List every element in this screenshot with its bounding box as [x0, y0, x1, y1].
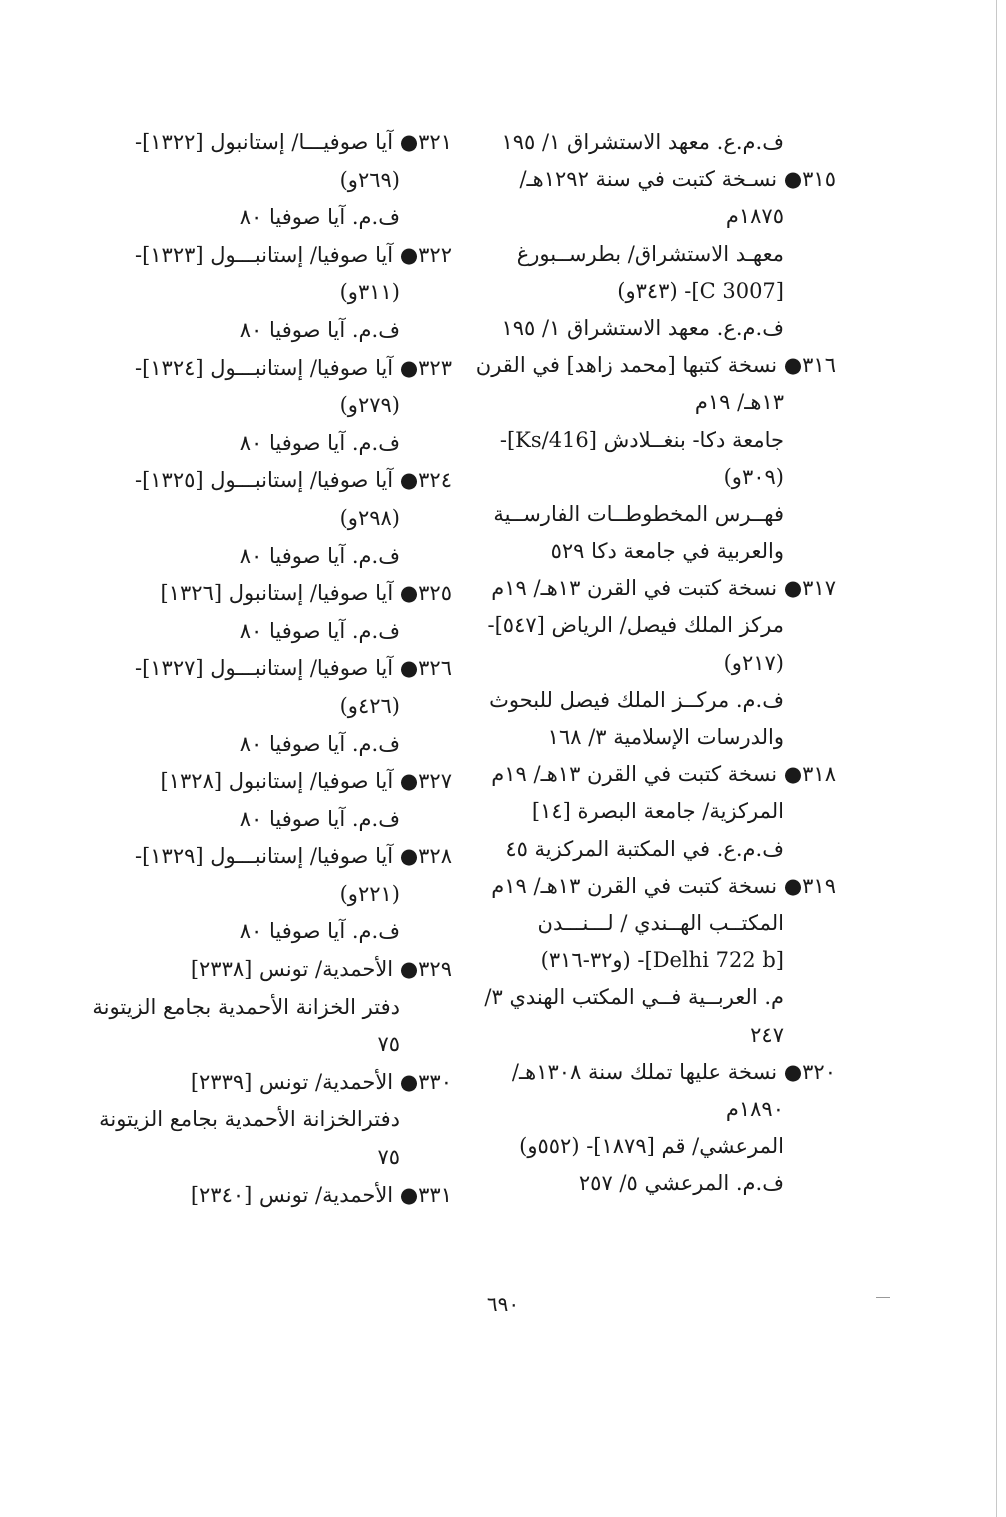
entry-detail-line: ١٨٩٠م: [725, 1096, 784, 1121]
entry-detail-line: المركزية/ جامعة البصرة [١٤]: [531, 799, 784, 824]
entry-detail-line: (٣٠٩و): [723, 464, 784, 489]
entry-detail-line: م. العربــية فــي المكتب الهندي ٣/: [484, 985, 784, 1010]
entry-heading-line: ٣٢١● آيا صوفيـــا/ إستانبول [١٣٢٢]-: [134, 130, 452, 154]
entry-heading-line: ٣١٨● نسخة كتبت في القرن ١٣هـ/ ١٩م: [491, 762, 836, 787]
entry-detail-line: ف.م. مركــز الملك فيصل للبحوث: [489, 687, 784, 712]
entry-detail-line: ف.م. آيا صوفيا ٨٠: [239, 919, 400, 944]
entry-detail-line: (٣١١و): [339, 280, 400, 305]
entry-detail-line: ٧٥: [377, 1145, 400, 1170]
entry-detail-line: [C 3007]- (٣٤٣و): [617, 278, 784, 303]
entry-detail-line: ١٣هـ/ ١٩م: [694, 390, 784, 415]
entry-detail-line: ٢٤٧: [750, 1022, 784, 1047]
entry-detail-line: ٧٥: [377, 1032, 400, 1057]
entry-detail-line: (٢٩٨و): [339, 505, 400, 530]
entry-heading-line: ٣٢٢● آيا صوفيا/ إستانبـــول [١٣٢٣]-: [134, 242, 452, 267]
entry-heading-line: ٣١٦● نسخة كتبها [محمد زاهد] في القرن: [475, 353, 836, 378]
entry-detail-line: ١٨٧٥م: [725, 204, 784, 229]
page-number: ٦٩٠: [486, 1292, 520, 1316]
entry-detail-line: ف.م. آيا صوفيا ٨٠: [239, 806, 400, 831]
entry-detail-line: (٢١٧و): [723, 650, 784, 675]
entry-heading-line: ٣٢٤● آيا صوفيا/ إستانبـــول [١٣٢٥]-: [134, 468, 452, 493]
entry-heading-line: ٣٢٥● آيا صوفيا/ إستانبول [١٣٢٦]: [160, 581, 452, 606]
entry-heading-line: ٣٢٧● آيا صوفيا/ إستانبول [١٣٢٨]: [160, 769, 452, 794]
entry-detail-line: ف.م.ع. معهد الاستشراق ١/ ١٩٥: [501, 130, 784, 154]
entry-detail-line: ف.م. آيا صوفيا ٨٠: [239, 543, 400, 568]
entry-detail-line: ف.م. آيا صوفيا ٨٠: [239, 731, 400, 756]
left-column: [92, 124, 452, 1214]
entry-detail-line: فهــرس المخطوطــات الفارســية: [493, 501, 784, 526]
entry-heading-line: ٣٢٣● آيا صوفيا/ إستانبـــول [١٣٢٤]-: [134, 355, 452, 380]
entry-detail-line: والعربية في جامعة دكا ٥٢٩: [550, 539, 784, 564]
entry-heading-line: ٣٢٨● آيا صوفيا/ إستانبـــول [١٣٢٩]-: [134, 844, 452, 869]
entry-detail-line: (٢٢١و): [339, 881, 400, 906]
entry-heading-line: ٣٢٠● نسخة عليها تملك سنة ١٣٠٨هـ/: [511, 1059, 836, 1084]
entry-detail-line: ف.م.ع. في المكتبة المركزية ٤٥: [505, 836, 784, 861]
entry-detail-line: ف.م. آيا صوفيا ٨٠: [239, 430, 400, 455]
page-edge-line: [996, 0, 997, 1517]
entry-detail-line: دفتر الخزانة الأحمدية بجامع الزيتونة: [92, 994, 400, 1019]
entry-heading-line: ٣١٧● نسخة كتبت في القرن ١٣هـ/ ١٩م: [491, 576, 836, 601]
entry-detail-line: مركز الملك فيصل/ الرياض [٥٤٧]-: [487, 613, 784, 638]
entry-heading-line: ٣٣١● الأحمدية/ تونس [٢٣٤٠]: [190, 1182, 452, 1207]
entry-detail-line: ف.م. آيا صوفيا ٨٠: [239, 317, 400, 342]
entry-detail-line: (٤٢٦و): [339, 693, 400, 718]
entry-detail-line: ف.م. المرعشي ٥/ ٢٥٧: [578, 1171, 784, 1196]
entry-detail-line: المكتــب الهــندي / لـــنـــدن: [537, 910, 784, 935]
entry-detail-line: معهـد الاستشراق/ بطرســبورغ: [516, 241, 784, 266]
entry-heading-line: ٣١٥● نسـخة كتبت في سنة ١٢٩٢هـ/: [519, 167, 836, 192]
entry-heading-line: ٣٢٦● آيا صوفيا/ إستانبـــول [١٣٢٧]-: [134, 656, 452, 681]
entry-detail-line: ف.م. آيا صوفيا ٨٠: [239, 618, 400, 643]
entry-heading-line: ٣٢٩● الأحمدية/ تونس [٢٣٣٨]: [190, 957, 452, 982]
entry-detail-line: (٢٧٩و): [339, 393, 400, 418]
entry-heading-line: ٣٣٠● الأحمدية/ تونس [٢٣٣٩]: [190, 1069, 452, 1094]
entry-detail-line: المرعشي/ قم [١٨٧٩]- (٥٥٢و): [519, 1134, 784, 1159]
entry-detail-line: دفترالخزانة الأحمدية بجامع الزيتونة: [99, 1107, 400, 1132]
entry-detail-line: ف.م. آيا صوفيا ٨٠: [239, 205, 400, 230]
entry-detail-line: والدرسات الإسلامية ٣/ ١٦٨: [547, 725, 784, 749]
entry-detail-line: ف.م.ع. معهد الاستشراق ١/ ١٩٥: [501, 315, 784, 340]
entry-detail-line: جامعة دكا- بنغــلادش [Ks/416]-: [499, 427, 784, 452]
entry-detail-line: [Delhi 722 b]- (و٣٢-٣١٦): [540, 948, 784, 973]
entry-heading-line: ٣١٩● نسخة كتبت في القرن ١٣هـ/ ١٩م: [491, 873, 836, 898]
right-column: [475, 124, 836, 1202]
entry-detail-line: (٢٦٩و): [339, 167, 400, 192]
